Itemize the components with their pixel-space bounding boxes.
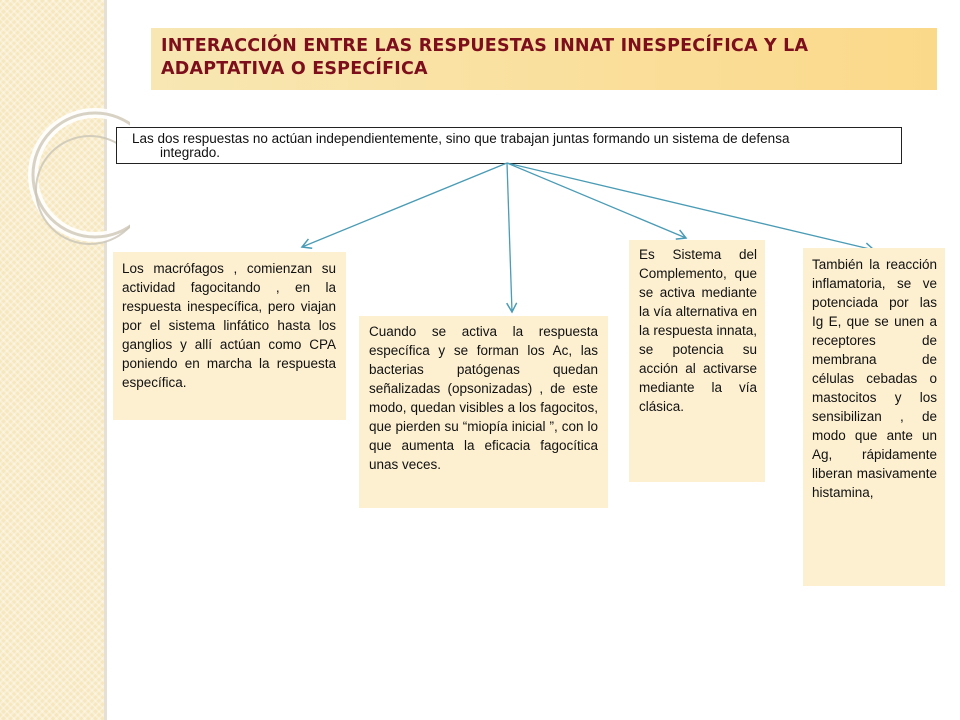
box-reaccion-inflamatoria: También la reacción inflamatoria, se ve potenciada por las Ig E, que se unen a receptores de membrana de células cebadas o mastocitos y los sensibilizan , de modo que ante un Ag, rápidamente liberan masivamente histamina,: [803, 248, 945, 586]
arrow-to-especifica: [507, 163, 512, 312]
arrow-to-inflamatoria: [507, 163, 874, 250]
intro-line-2: integrado.: [160, 145, 221, 160]
box-sistema-complemento: Es Sistema del Complemento, que se activa mediante la vía alternativa en la respuesta innata, se potencia su acción al activarse mediante la vía clásica.: [629, 240, 765, 482]
page-title: INTERACCIÓN ENTRE LAS RESPUESTAS INNAT INESPECÍFICA Y LA ADAPTATIVA O ESPECÍFICA: [161, 36, 809, 79]
box-respuesta-especifica: Cuando se activa la respuesta específica y se forman los Ac, las bacterias patógenas quedan señalizadas (opsonizadas) , de este modo, quedan visibles a los fagocitos, que pierden su “miopía inicial ”, con lo que aumenta la eficacia fagocítica unas veces.: [359, 316, 608, 508]
intro-line-1: Las dos respuestas no actúan independientemente, sino que trabajan juntas formando un sistema de defensa: [132, 131, 790, 146]
box-macrofagos: Los macrófagos , comienzan su actividad fagocitando , en la respuesta inespecífica, pero viajan por el sistema linfático hasta los ganglios y allí actúan como CPA poniendo en marcha la respuesta específica.: [113, 252, 346, 420]
arrow-to-macrofagos: [302, 163, 507, 247]
arrow-to-complemento: [507, 163, 686, 238]
